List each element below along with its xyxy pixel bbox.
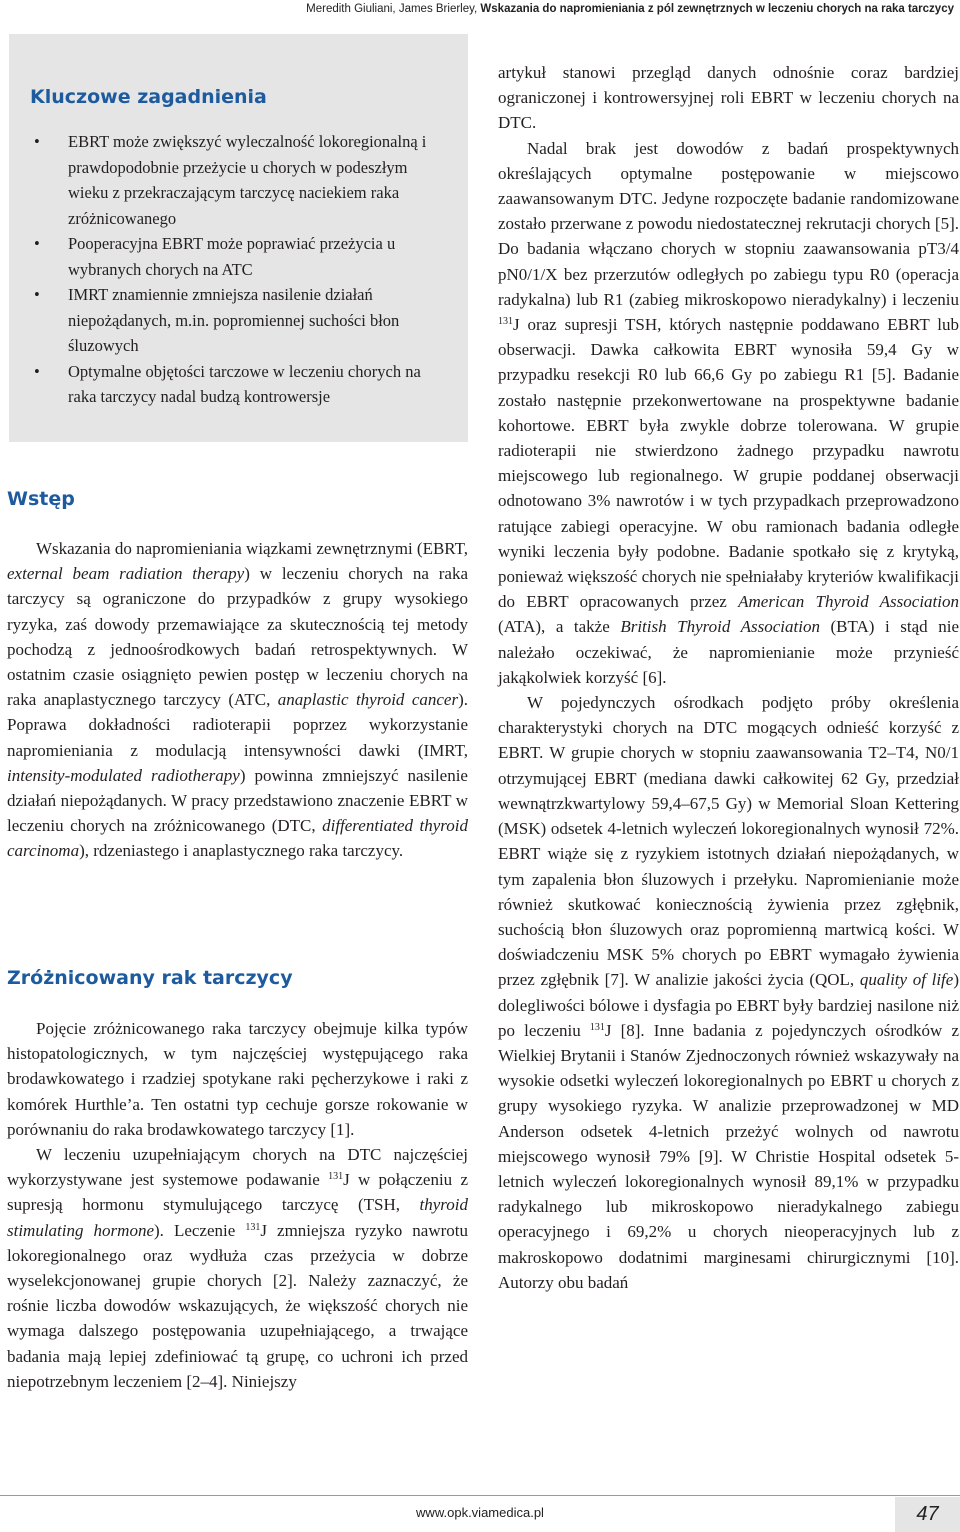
right-paragraph-1: artykuł stanowi przegląd danych odnośnie coraz bardziej ograniczonej i kontrowersyjnej roli EBRT w leczeniu chorych na DTC. (498, 63, 959, 133)
intro-paragraph: Wskazania do napromieniania wiązkami zewnętrznymi (EBRT, external beam radiation therapy) w leczeniu chorych na raka tarczycy są ograniczone do przypadków z grupy wysokiego ryzyka, zaś dowody przemawiające za skutecznością tej metody pochodzą z jednoośrodkowych badań retrospektywnych. W ostatnim czasie osiągnięto pewien postęp w leczeniu chorych na raka anaplastycznego tarczycy (ATC, anaplastic thyroid cancer). Poprawa dokładności radioterapii poprzez wykorzystanie napromieniania z modulacją intensywności dawki (IMRT, intensity-modulated radiotherapy) powinna zmniejszyć nasilenie działań niepożądanych. W pracy przedstawiono znaczenie EBRT w leczeniu chorych na zróżnicowanego (DTC, differentiated thyroid carcinoma), rdzeniastego i anaplastycznego raka tarczycy. (7, 539, 469, 861)
footer-url: www.opk.viamedica.pl (416, 1505, 544, 1520)
right-paragraph-2: Nadal brak jest dowodów z badań prospektywnych określających optymalne postępowanie w miejscowo zaawansowanym DTC. Jedyne rozpoczęte badanie randomizowane zostało przerwane z powodu niedostatecznej rekrutacji chorych [5]. Do badania włączano chorych w stopniu zaawansowania pT3/4 pN0/1/X bez przerzutów odległych po zabiegu typu R0 (operacja radykalna) lub R1 (zabieg mikroskopowo nieradykalny) i leczeniu $^{131}$J oraz supresji TSH, których następnie poddawano EBRT lub obserwacji. Dawka całkowita EBRT wynosiła 59,4 Gy w przypadku resekcji R0 lub 66,6 Gy po zabiegu R1 [5]. Badanie zostało następnie przekonwertowane na prospektywne badanie kohortowe. EBRT była zwykle dobrze tolerowana. W grupie radioterapii nie stwierdzono żadnego przypadku nawrotu miejscowego lub regionalnego. W grupie poddanej obserwacji odnotowano 3% nawrotów i w tych przypadkach przeprowadzono ratujące zabiegi operacyjne. W obu ramionach badania odległe wyniki leczenia były podobne. Badanie spotkało się z krytyką, ponieważ większość chorych nie spełniałaby kryteriów kwalifikacji do EBRT opracowanych przez American Thyroid Association (ATA), a także British Thyroid Association (BTA) i stąd nie należało oczekiwać, że napromienianie może przynieść jakąkolwiek korzyść [6]. (498, 138, 959, 687)
page-number: 47 (895, 1497, 960, 1532)
dtc-paragraph-2: W leczeniu uzupełniającym chorych na DTC najczęściej wykorzystywane jest systemowe podawanie $^{131}$J w połączeniu z supresją hormonu stymulującego tarczycę (TSH, thyroid stimulating hormone). Leczenie $^{131}$J zmniejsza ryzyko nawrotu lokoregionalnego oraz wydłuża czas przeżycia w dobrze wyselekcjonowanej grupie chorych [2]. Należy zaznaczyć, że rośnie liczba dowodów wskazujących, że większość chorych nie wymaga dalszego postępowania uzupełniającego, a trwające badania mają lepiej zdefiniować tą grupę, co uchroni ich przed niepotrzebnym leczeniem [2–4]. Niniejszy (7, 1145, 469, 1391)
right-column (498, 60, 959, 1295)
key-issue-item: • IMRT znamiennie zmniejsza nasilenie działań niepożądanych, m.in. popromiennej suchości błon śluzowych (30, 282, 450, 359)
key-issues-title: Kluczowe zagadnienia (30, 86, 267, 108)
key-issue-item: • Pooperacyjna EBRT może poprawiać przeżycia u wybranych chorych na ATC (30, 231, 450, 282)
running-head-authors: Meredith Giuliani, James Brierley, (306, 3, 478, 15)
dtc-section (7, 1016, 468, 1394)
key-issues-list (30, 129, 450, 410)
right-paragraph-3: W pojedynczych ośrodkach podjęto próby określenia charakterystyki chorych na DTC mogących odnieść korzyść z EBRT. W grupie chorych w stopniu zaawansowania T2–T4, N0/1 otrzymującej EBRT (mediana dawki całkowitej 62 Gy, przedział wewnątrzkwartylowy 59,4–67,5 Gy) w Memorial Sloan Kettering (MSK) odsetek 4-letnich wyleczeń lokoregionalnych wynosił 72%. EBRT wiąże się z ryzykiem istotnych działań niepożądanych, w tym zapalenia błon śluzowych i przełyku. Napromienianie może również skutkować koniecznością żywienia przez zgłębnik, suchością błon śluzowych oraz popromienną martwicą kości. W doświadczeniu MSK 5% chorych po EBRT wymagało żywienia przez zgłębnik [7]. W analizie jakości życia (QOL, quality of life) dolegliwości bólowe i dysfagia po EBRT były bardziej nasilone niż po leczeniu $^{131}$J [8]. Inne badania z pojedynczych ośrodków z Wielkiej Brytanii i Stanów Zjednoczonych również wskazywały na wysokie odsetki wyleczeń lokoregionalnych po EBRT u chorych z grupy wysokiego ryzyka. W analizie przeprowadzonej w MD Anderson odsetek 4-letnich przeżyć wolnych od nawrotu miejscowego wynosił 79% [9]. W Christie Hospital odsetek 5-letnich wyleczeń lokoregionalnych wynosił 89,1% w przypadku radykalnego lub mikroskopowo nieradykalnego zabiegu operacyjnego i 69,2% u chorych nieoperacyjnych lub z makroskopowo dodatnimi marginesami chirurgicznymi [10]. Autorzy obu badań (498, 693, 959, 1292)
intro-heading: Wstęp (7, 488, 75, 510)
dtc-heading: Zróżnicowany rak tarczycy (7, 967, 293, 989)
intro-section (7, 536, 468, 864)
dtc-paragraph-1: Pojęcie zróżnicowanego raka tarczycy obejmuje kilka typów histopatologicznych, w tym najczęściej występującego raka brodawkowatego i rzadziej spotykane raki pęcherzykowe i raki z komórek Hurthle’a. Ten ostatni typ cechuje gorsze rokowanie w porównaniu do raka brodawkowatego tarczycy [1]. (7, 1019, 468, 1139)
footer-divider (0, 1495, 960, 1496)
running-head-title: Wskazania do napromieniania z pól zewnętrznych w leczeniu chorych na raka tarczycy (480, 3, 954, 15)
running-head (180, 0, 954, 15)
key-issue-item: • EBRT może zwiększyć wyleczalność lokoregionalną i prawdopodobnie przeżycie u chorych w podeszłym wieku z przekraczającym tarczycę naciekiem raka zróżnicowanego (30, 129, 450, 231)
key-issue-item: • Optymalne objętości tarczowe w leczeniu chorych na raka tarczycy nadal budzą kontrowersje (30, 359, 450, 410)
